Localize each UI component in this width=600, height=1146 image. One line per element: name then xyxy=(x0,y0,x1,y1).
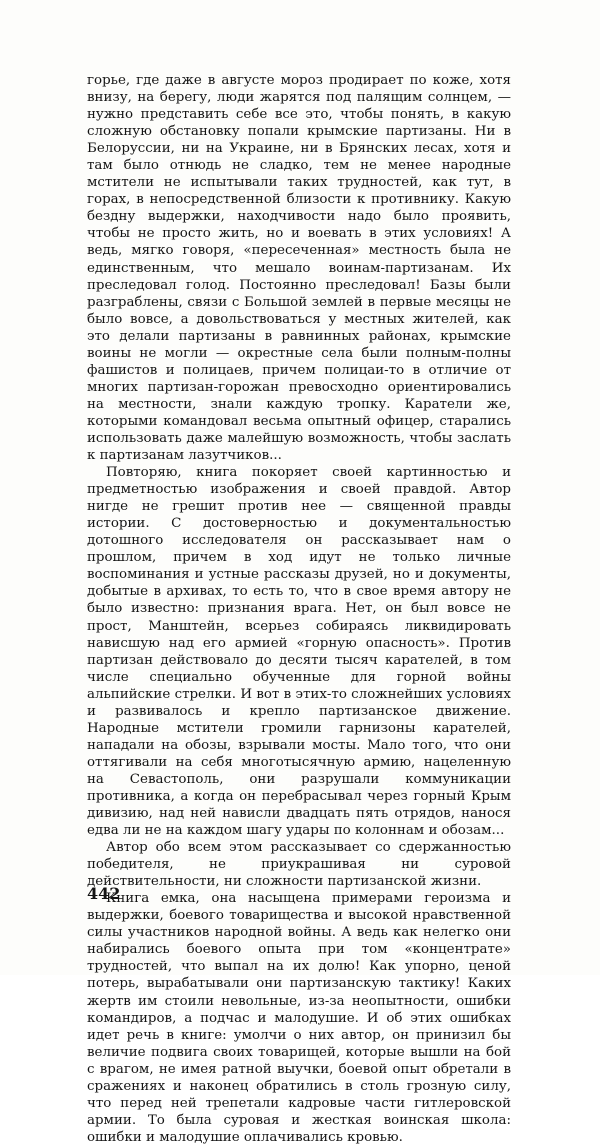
paragraph-1: горье, где даже в августе мороз продирает по коже, хотя внизу, на берегу, люди жарятся под палящим солнцем, — нужно представить себе все это, чтобы понять, в какую сложную обстановку попали крымские партизаны. Ни в Белоруссии, ни на Украине, ни в Брянских лесах, хотя и там было отнюдь не сладко, тем не менее народные мстители не испытывали таких трудностей, как тут, в горах, в непосредственной близости к противнику. Какую бездну выдержки, находчивости надо было проявить, чтобы не просто жить, но и воевать в этих условиях! А ведь, мягко говоря, «пересеченная» местность была не единственным, что мешало воинам-партизанам. Их преследовал голод. Постоянно преследовал! Базы были разграблены, связи с Большой землей в первые месяцы не было вовсе, а довольствоваться у местных жителей, как это делали партизаны в равнинных районах, крымские воины не могли — окрестные села были полным-полны фашистов и полицаев, причем полицаи-то в отличие от многих партизан-горожан превосходно ориентировались на местности, знали каждую тропку. Каратели же, которыми командовал весьма опытный офицер, старались использовать даже малейшую возможность, чтобы заслать к партизанам лазутчиков... xyxy=(87,73,511,464)
paragraph-3: Автор обо всем этом рассказывает со сдержанностью победителя, не приукрашивая ни суровой действительности, ни сложности партизанской жизни. xyxy=(87,840,511,890)
paragraph-4: Книга емка, она насыщена примерами героизма и выдержки, боевого товарищества и высокой нравственной силы участников народной войны. А ведь как нелегко они набирались боевого опыта при том «концентрате» трудностей, что выпал на их долю! Как упорно, ценой потерь, вырабатывали они партизанскую тактику! Каких жертв им стоили невольные, из-за неопытности, ошибки командиров, а подчас и малодушие. И об этих ошибках идет речь в книге: умолчи о них автор, он принизил бы величие подвига своих товарищей, которые вышли на бой с врагом, не имея ратной выучки, боевой опыт обретали в сражениях и наконец обратились в столь грозную силу, что перед ней трепетали кадровые части гитлеровской армии. То была суровая и жесткая воинская школа: ошибки и малодушие оплачивались кровью. xyxy=(87,891,511,1145)
paragraph-2: Повторяю, книга покоряет своей картинностью и предметностью изображения и своей правдой. Автор нигде не грешит против нее — священной правды истории. С достоверностью и документальностью дотошного исследователя он рассказывает нам о прошлом, причем в ход идут не только личные воспоминания и устные рассказы друзей, но и документы, добытые в архивах, то есть то, что в свое время автору не было известно: признания врага. Нет, он был вовсе не прост, Манштейн, всерьез собираясь ликвидировать нависшую над его армией «горную опасность». Против партизан действовало до десяти тысяч карателей, в том числе специально обученные для горной войны альпийские стрелки. И вот в этих-то сложнейших условиях и развивалось и крепло партизанское движение. Народные мстители громили гарнизоны карателей, нападали на обозы, взрывали мосты. Мало того, что они оттягивали на себя многотысячную армию, нацеленную на Севастополь, они разрушали коммуникации противника, а когда он перебрасывал через горный Крым дивизию, над ней нависли двадцать пять отрядов, нанося едва ли не на каждом шагу удары по колоннам и обозам... xyxy=(87,465,511,839)
page-number: 442 xyxy=(87,884,121,903)
body-text xyxy=(87,72,511,1146)
